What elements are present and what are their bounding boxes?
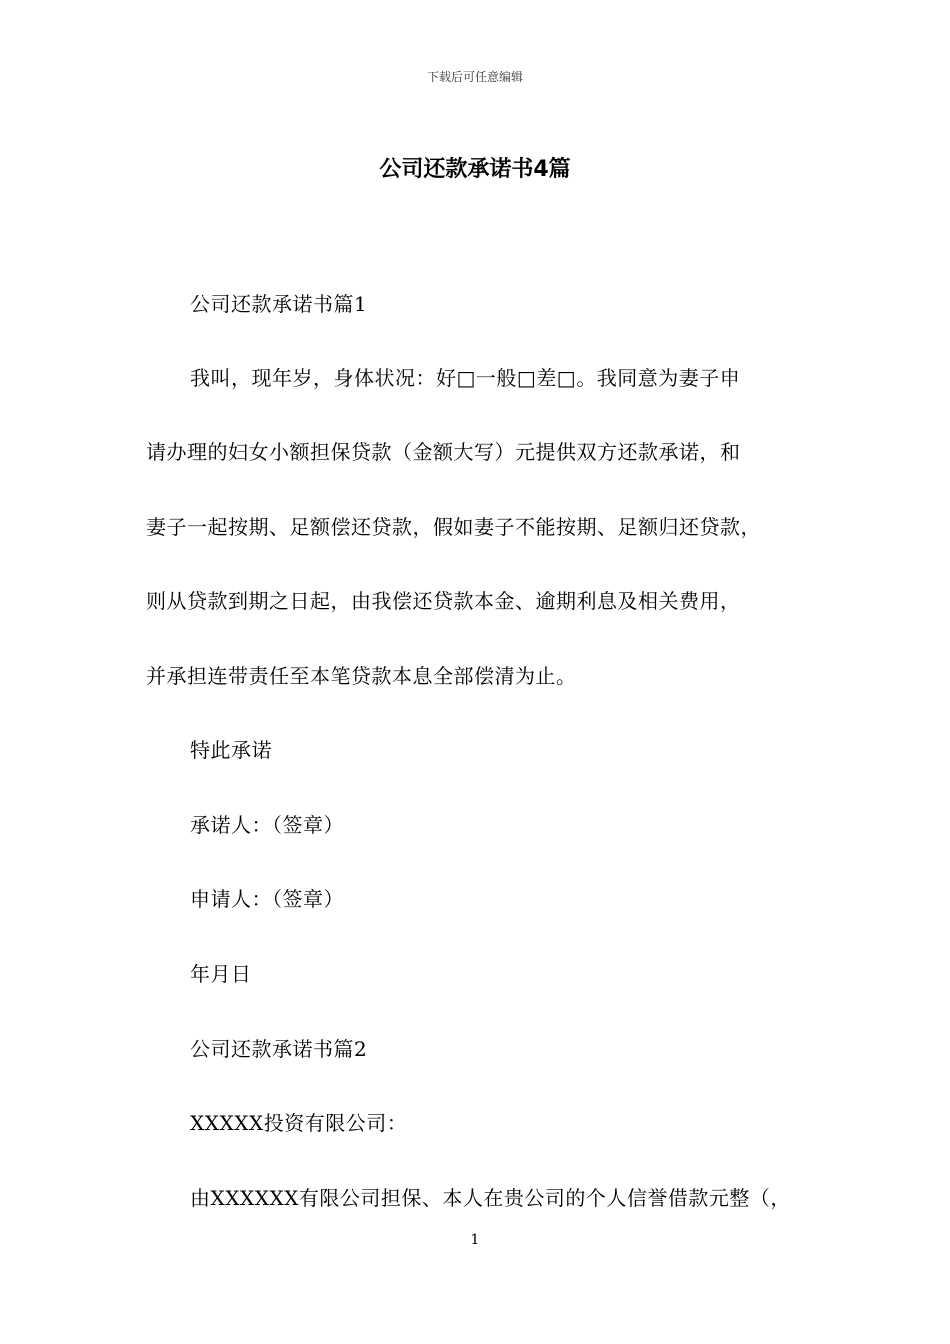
- applicant-signature-line: 申请人：（签章）: [190, 887, 344, 911]
- closing-statement: 特此承诺: [190, 738, 272, 762]
- paragraph-line: 妻子一起按期、足额偿还贷款，假如妻子不能按期、足额归还贷款，: [146, 515, 761, 539]
- paragraph-line: 我叫，现年岁，身体状况：好□一般□差□。我同意为妻子申: [190, 366, 741, 390]
- paragraph-line: 由XXXXXX有限公司担保、本人在贵公司的个人信誉借款元整（，: [190, 1186, 791, 1210]
- section-heading-1: 公司还款承诺书篇1: [190, 292, 368, 316]
- paragraph-line: 并承担连带责任至本笔贷款本息全部偿清为止。: [146, 664, 577, 688]
- date-line: 年月日: [190, 962, 252, 986]
- paragraph-line: 则从贷款到期之日起，由我偿还贷款本金、逾期利息及相关费用，: [146, 589, 741, 613]
- section-heading-2: 公司还款承诺书篇2: [190, 1037, 368, 1061]
- document-title: 公司还款承诺书4篇: [379, 157, 571, 182]
- paragraph-line: 请办理的妇女小额担保贷款（金额大写）元提供双方还款承诺，和: [146, 440, 741, 464]
- page-number: 1: [470, 1232, 480, 1248]
- promisor-signature-line: 承诺人：（签章）: [190, 813, 344, 837]
- addressee-line: XXXXX投资有限公司：: [190, 1111, 408, 1135]
- header-note: 下载后可任意编辑: [426, 70, 523, 84]
